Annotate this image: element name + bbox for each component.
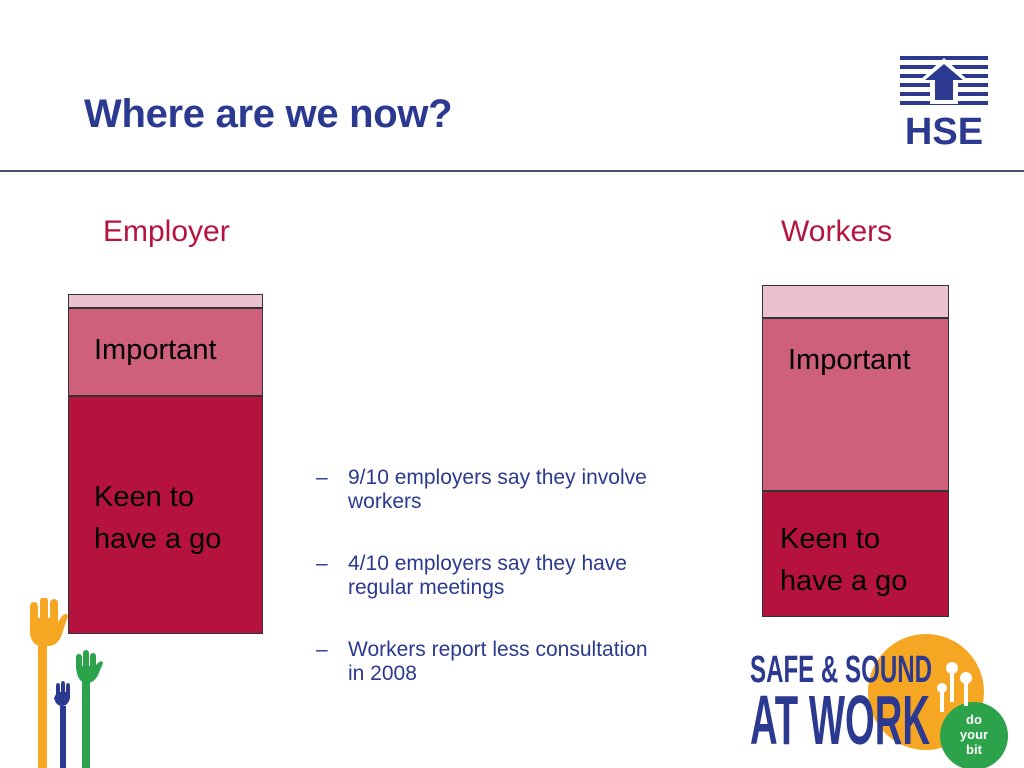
badge-line-bit: bit bbox=[966, 742, 982, 757]
badge-line-your: your bbox=[959, 727, 989, 742]
employer-label-important: Important bbox=[94, 334, 217, 366]
campaign-logo-line2: AT WORK bbox=[750, 681, 930, 759]
employer-heading: Employer bbox=[103, 215, 230, 248]
workers-label-important: Important bbox=[788, 344, 911, 376]
employer-segment-other bbox=[68, 294, 263, 308]
hse-logo-text: HSE bbox=[904, 111, 984, 148]
employer-stacked-bar bbox=[68, 294, 263, 634]
header-divider bbox=[0, 170, 1024, 172]
finding-item: – 4/10 employers say they have regular meetings bbox=[316, 552, 627, 599]
workers-label-keen: Keen to have a go bbox=[780, 523, 908, 597]
finding-item: – Workers report less consultation in 2008 bbox=[316, 638, 648, 685]
badge-line-do: do bbox=[966, 712, 982, 727]
campaign-logo-line1: SAFE & SOUND bbox=[750, 649, 932, 691]
workers-segment-other bbox=[762, 285, 949, 318]
workers-stacked-bar bbox=[762, 285, 949, 617]
employer-label-keen: Keen to have a go bbox=[94, 481, 222, 555]
findings-list bbox=[312, 466, 732, 724]
finding-item: – 9/10 employers say they involve workers bbox=[316, 466, 647, 513]
workers-heading: Workers bbox=[781, 215, 893, 248]
slide-title: Where are we now? bbox=[84, 92, 453, 136]
safe-sound-at-work-logo bbox=[744, 632, 1016, 768]
raised-hands-icon bbox=[26, 598, 116, 768]
hse-logo bbox=[896, 52, 992, 148]
